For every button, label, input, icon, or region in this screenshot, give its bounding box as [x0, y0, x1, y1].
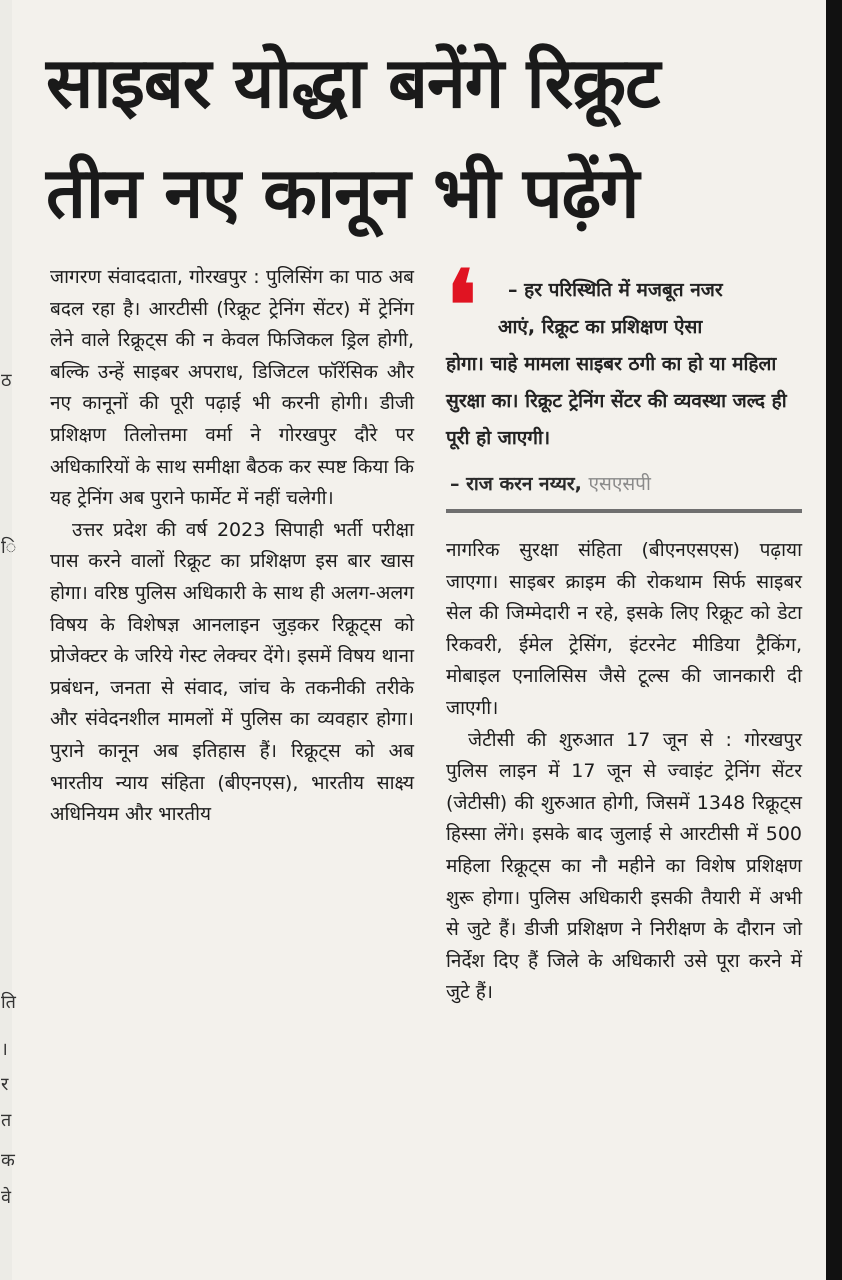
article-column-right [446, 535, 802, 1009]
article-paragraph-1: जागरण संवाददाता, गोरखपुर : पुलिसिंग का पाठ अब बदल रहा है। आरटीसी (रिक्रूट ट्रेनिंग सेंटर) में ट्रेनिंग लेने वाले रिक्रूट्स की न केवल फिजिकल ड्रिल होगी, बल्कि उन्हें साइबर अपराध, डिजिटल फॉरेंसिक और नए कानूनों की पूरी पढ़ाई भी करनी होगी। डीजी प्रशिक्षण तिलोत्तमा वर्मा ने गोरखपुर दौरे पर अधिकारियों के साथ समीक्षा बैठक कर स्पष्ट किया कि यह ट्रेनिंग अब पुराने फार्मेट में नहीं चलेगी। [50, 266, 414, 510]
edge-fragment: वे [1, 1187, 12, 1208]
edge-fragment: क [1, 1150, 15, 1171]
attribution-role: एसएसपी [588, 473, 651, 495]
headline [46, 28, 806, 248]
edge-fragment: र [1, 1074, 9, 1095]
edge-fragment: त [1, 1110, 12, 1131]
edge-fragment: ठ [1, 370, 12, 391]
article-paragraph-2: उत्तर प्रदेश की वर्ष 2023 सिपाही भर्ती परीक्षा पास करने वालों रिक्रूट का प्रशिक्षण इस बार खास होगा। वरिष्ठ पुलिस अधिकारी के साथ ही अलग-अलग विषय के विशेषज्ञ आनलाइन जुड़कर रिक्रूट्स को प्रोजेक्टर के जरिये गेस्ट लेक्चर देंगे। इसमें विषय थाना प्रबंधन, जनता से संवाद, जांच के तकनीकी तरीके और संवेदनशील मामलों में पुलिस का व्यवहार होगा। पुराने कानून अब इतिहास हैं। रिक्रूट्स को अब भारतीय न्याय संहिता (बीएनएस), भारतीय साक्ष्य अधिनियम और भारतीय [50, 518, 414, 826]
quote-line-1: – हर परिस्थिति में मजबूत नजर [508, 279, 723, 301]
attribution-name: – राज करन नय्यर, [450, 473, 582, 495]
adjacent-column-edge [0, 0, 17, 1280]
divider-rule [446, 509, 802, 513]
edge-fragment: ति [1, 992, 16, 1013]
quote-attribution [450, 470, 651, 496]
article-column-left [50, 262, 414, 831]
edge-fragment: ि [1, 537, 17, 558]
article-paragraph-4: जेटीसी की शुरुआत 17 जून से : गोरखपुर पुलिस लाइन में 17 जून से ज्वाइंट ट्रेनिंग सेंटर (जेटीसी) की शुरुआत होगी, जिसमें 1348 रिक्रूट्स हिस्सा लेंगे। इसके बाद जुलाई से आरटीसी में 500 महिला रिक्रूट्स का नौ महीने का विशेष प्रशिक्षण शुरू होगा। पुलिस अधिकारी इसकी तैयारी में अभी से जुटे हैं। डीजी प्रशिक्षण ने निरीक्षण के दौरान जो निर्देश दिए हैं जिले के अधिकारी उसे पूरा करने में जुटे हैं। [446, 728, 802, 1004]
scan-border [826, 0, 842, 1280]
quote-line-2: आएं, रिक्रूट का प्रशिक्षण ऐसा [498, 316, 703, 338]
headline-line-1: साइबर योद्धा बनेंगे रिक्रूट [46, 42, 660, 124]
article-paragraph-3: नागरिक सुरक्षा संहिता (बीएनएसएस) पढ़ाया जाएगा। साइबर क्राइम की रोकथाम सिर्फ साइबर सेल की जिम्मेदारी न रहे, इसके लिए रिक्रूट को डेटा रिकवरी, ईमेल ट्रेसिंग, इंटरनेट मीडिया ट्रैकिंग, मोबाइल एनालिसिस जैसे टूल्स की जानकारी दी जाएगी। [446, 539, 802, 719]
headline-line-2: तीन नए कानून भी पढ़ेंगे [46, 152, 639, 234]
quote-mark-icon: ❛ [446, 249, 477, 362]
pull-quote-text [446, 272, 802, 457]
edge-fragment: । [1, 1039, 8, 1060]
quote-rest: होगा। चाहे मामला साइबर ठगी का हो या महिला सुरक्षा का। रिक्रूट ट्रेनिंग सेंटर की व्यवस्था जल्द ही पूरी हो जाएगी। [446, 353, 787, 449]
